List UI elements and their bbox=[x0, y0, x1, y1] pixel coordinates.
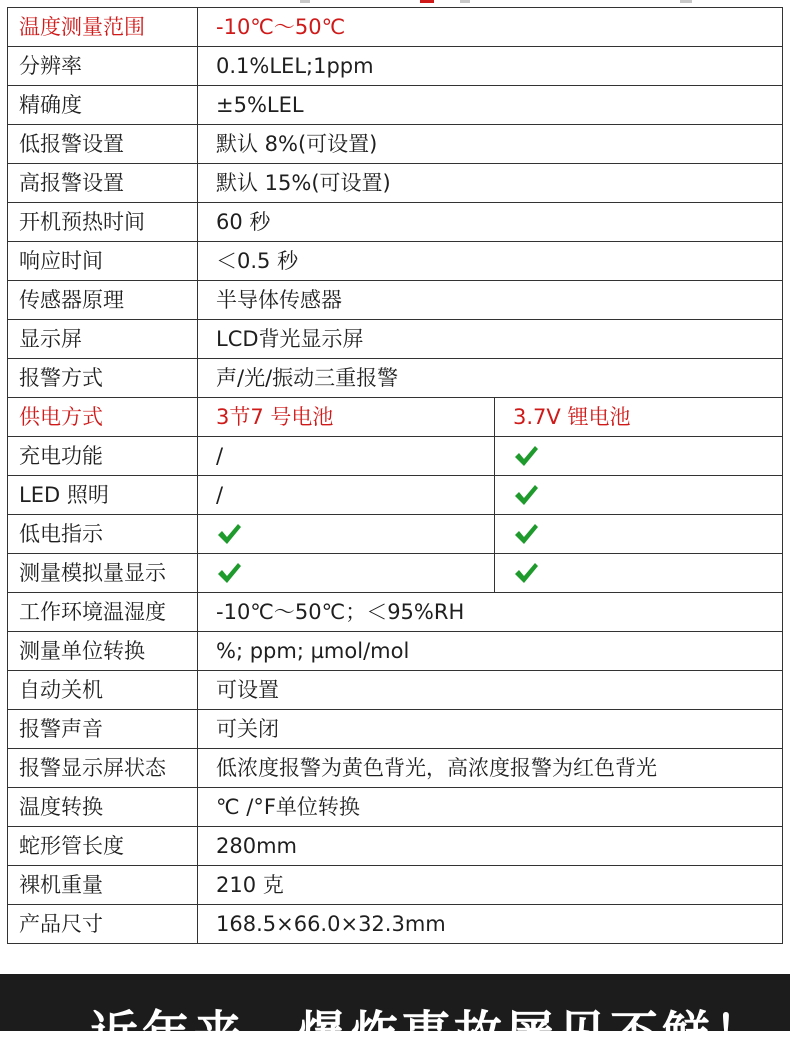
spec-label: 自动关机 bbox=[8, 671, 198, 710]
spec-row bbox=[8, 125, 783, 164]
spec-label: 工作环境温湿度 bbox=[8, 593, 198, 632]
spec-row bbox=[8, 710, 783, 749]
headline-banner bbox=[0, 974, 790, 1062]
spec-value: 可关闭 bbox=[198, 710, 783, 749]
spec-label: 供电方式 bbox=[8, 398, 198, 437]
spec-value-alt bbox=[495, 476, 783, 515]
spec-label: 产品尺寸 bbox=[8, 905, 198, 944]
spec-label: 分辨率 bbox=[8, 47, 198, 86]
spec-value: 60 秒 bbox=[198, 203, 783, 242]
spec-label: 高报警设置 bbox=[8, 164, 198, 203]
check-icon bbox=[513, 443, 539, 469]
spec-value: 默认 15%(可设置) bbox=[198, 164, 783, 203]
spec-label: 测量模拟量显示 bbox=[8, 554, 198, 593]
spec-label: 蛇形管长度 bbox=[8, 827, 198, 866]
spec-row bbox=[8, 827, 783, 866]
spec-row bbox=[8, 671, 783, 710]
spec-label: 充电功能 bbox=[8, 437, 198, 476]
spec-row bbox=[8, 515, 783, 554]
spec-value: -10℃～50℃；＜95%RH bbox=[198, 593, 783, 632]
spec-table bbox=[7, 7, 783, 944]
spec-value: ℃ /°F单位转换 bbox=[198, 788, 783, 827]
spec-value-alt bbox=[495, 554, 783, 593]
spec-label: 开机预热时间 bbox=[8, 203, 198, 242]
spec-row bbox=[8, 281, 783, 320]
spec-value-alt bbox=[495, 437, 783, 476]
spec-label: 传感器原理 bbox=[8, 281, 198, 320]
spec-value: 可设置 bbox=[198, 671, 783, 710]
spec-row bbox=[8, 476, 783, 515]
spec-row bbox=[8, 320, 783, 359]
spec-row bbox=[8, 86, 783, 125]
spec-value: 低浓度报警为黄色背光，高浓度报警为红色背光 bbox=[198, 749, 783, 788]
spec-value: ＜0.5 秒 bbox=[198, 242, 783, 281]
spec-row bbox=[8, 242, 783, 281]
spec-label: 测量单位转换 bbox=[8, 632, 198, 671]
banner-headline: 近年来，爆炸事故屡见不鲜！ bbox=[90, 1006, 767, 1062]
spec-row bbox=[8, 905, 783, 944]
spec-label: 响应时间 bbox=[8, 242, 198, 281]
spec-label: 裸机重量 bbox=[8, 866, 198, 905]
spec-row bbox=[8, 554, 783, 593]
spec-label: 低报警设置 bbox=[8, 125, 198, 164]
strip-mark bbox=[460, 0, 470, 3]
spec-row bbox=[8, 398, 783, 437]
spec-row bbox=[8, 164, 783, 203]
spec-value: ±5%LEL bbox=[198, 86, 783, 125]
spec-row bbox=[8, 8, 783, 47]
spec-row bbox=[8, 359, 783, 398]
spec-value: LCD背光显示屏 bbox=[198, 320, 783, 359]
check-icon bbox=[216, 560, 242, 586]
spec-value: / bbox=[198, 437, 495, 476]
spec-label: 报警声音 bbox=[8, 710, 198, 749]
spec-row bbox=[8, 749, 783, 788]
spec-row bbox=[8, 437, 783, 476]
check-icon bbox=[513, 560, 539, 586]
spec-label: 温度转换 bbox=[8, 788, 198, 827]
spec-value: 168.5×66.0×32.3mm bbox=[198, 905, 783, 944]
spec-row bbox=[8, 632, 783, 671]
spec-value bbox=[198, 554, 495, 593]
spec-label: 报警方式 bbox=[8, 359, 198, 398]
spec-row bbox=[8, 866, 783, 905]
spec-value bbox=[198, 515, 495, 554]
spec-label: 显示屏 bbox=[8, 320, 198, 359]
spec-label: 温度测量范围 bbox=[8, 8, 198, 47]
check-icon bbox=[216, 521, 242, 547]
spec-label: 精确度 bbox=[8, 86, 198, 125]
spec-row bbox=[8, 47, 783, 86]
strip-mark bbox=[680, 0, 692, 3]
strip-mark bbox=[300, 0, 310, 3]
spec-value: 默认 8%(可设置) bbox=[198, 125, 783, 164]
check-icon bbox=[513, 482, 539, 508]
spec-value: 0.1%LEL;1ppm bbox=[198, 47, 783, 86]
spec-value: -10℃～50℃ bbox=[198, 8, 783, 47]
spec-row bbox=[8, 593, 783, 632]
spec-value: 280mm bbox=[198, 827, 783, 866]
spec-value: 半导体传感器 bbox=[198, 281, 783, 320]
spec-row bbox=[8, 788, 783, 827]
spec-value: 210 克 bbox=[198, 866, 783, 905]
spec-value: %; ppm; µmol/mol bbox=[198, 632, 783, 671]
check-icon bbox=[513, 521, 539, 547]
spec-value: 3节7 号电池 bbox=[198, 398, 495, 437]
strip-mark bbox=[420, 0, 434, 3]
spec-row bbox=[8, 203, 783, 242]
spec-label: LED 照明 bbox=[8, 476, 198, 515]
spec-value: 声/光/振动三重报警 bbox=[198, 359, 783, 398]
spec-label: 低电指示 bbox=[8, 515, 198, 554]
spec-value-alt: 3.7V 锂电池 bbox=[495, 398, 783, 437]
spec-value: / bbox=[198, 476, 495, 515]
spec-value-alt bbox=[495, 515, 783, 554]
spec-label: 报警显示屏状态 bbox=[8, 749, 198, 788]
